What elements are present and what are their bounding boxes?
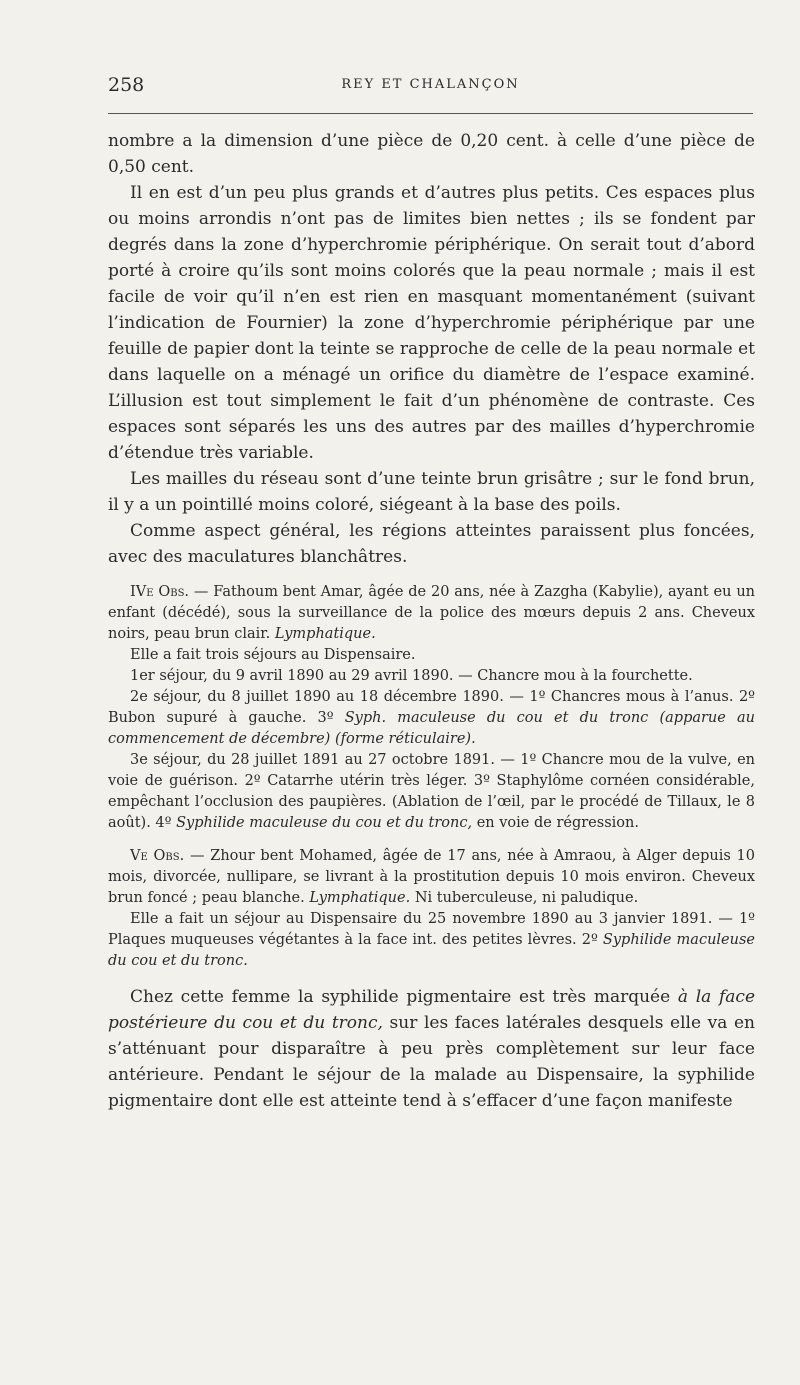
observation-4 [108,582,755,834]
page-header [108,74,753,100]
obs4-lymphatique: Lymphatique. [274,626,376,642]
obs5-intro-end: Ni tuberculeuse, ni paludique. [414,890,639,906]
obs5-label: Ve Obs. [130,848,185,864]
closing-c: sur les faces latérales desquels elle va en s’atténuant pour disparaître à peu près complètement sur leur face antérieure. Pendant le séjour de la malade au Dispensaire, la syphilide pigmentaire dont elle est atteinte tend à s’effacer d’une façon manifeste [108,1013,756,1111]
closing-italic: à la face postérieure du cou et du tronc, [108,987,756,1033]
obs5-lymphatique: Lymphatique. [309,890,411,906]
obs4-sejour-2 [108,687,755,750]
obs4-sejour-3 [108,750,755,834]
obs5-sejour [108,909,755,972]
obs4-sejours: Elle a fait trois séjours au Dispensaire. [130,647,416,663]
obs5-intro-text: — Zhour bent Mohamed, âgée de 17 ans, née à Amraou, à Alger depuis 10 mois, divorcée, nullipare, se livrant à la prostitution depuis 10 mois environ. Cheveux brun foncé ; peau blanche. [108,848,756,906]
obs4-sejour-1: 1er séjour, du 9 avril 1890 au 29 avril 1890. — Chancre mou à la fourchette. [130,668,693,684]
paragraph-espaces: Il en est d’un peu plus grands et d’autres plus petits. Ces espaces plus ou moins arrondis n’ont pas de limites bien nettes ; ils se fondent par degrés dans la zone d’hyperchromie périphérique. On serait tout d’abord porté à croire qu’ils sont moins colorés que la peau normale ; mais il est facile de voir qu’il n’en est rien en masquant momentanément (suivant l’indication de Fournier) la zone d’hyperchromie périphérique par une feuille de papier dont la teinte se rapproche de celle de la peau normale et dans laquelle on a ménagé un orifice du diamètre de l’espace examiné. L’illusion est tout simplement le fait d’un phénomène de contraste. Ces espaces sont séparés les uns des autres par des mailles d’hyperchromie d’étendue très variable. [108,183,755,463]
obs4-s3-text: 3e séjour, du 28 juillet 1891 au 27 octobre 1891. — 1º Chancre mou de la vulve, en voie de guérison. 2º Catarrhe utérin très léger. 3º Staphylôme cornéen considérable, empêchant l’occlusion des paupières. (Ablation de l’œil, par le procédé de Tillaux, le 8 août). 4º [108,752,755,831]
page-number: 258 [108,74,145,96]
obs5-intro [108,846,755,909]
closing-a: Chez cette femme la syphilide pigmentaire est très marquée [130,987,671,1007]
obs4-s2-forme: (forme réticulaire). [334,731,476,747]
obs4-intro-text: — Fathoum bent Amar, âgée de 20 ans, née à Zazgha (Kabylie), ayant eu un enfant (décédé), sous la surveillance de la police des mœurs depuis 2 ans. Cheveux noirs, peau brun clair. [108,584,755,642]
obs4-s2-text: 2e séjour, du 8 juillet 1890 au 18 décembre 1890. — 1º Chancres mous à l’anus. 2º Bubon supuré à gauche. 3º [108,689,755,726]
observation-5 [108,846,755,972]
obs4-s3-end: en voie de régression. [476,815,639,831]
obs5-sejour-italic: Syphilide maculeuse du cou et du tronc. [108,932,755,969]
obs4-s2-paren: (apparue au commencement de décembre) [108,710,755,747]
paragraph-continuation: nombre a la dimension d’une pièce de 0,20 cent. à celle d’une pièce de 0,50 cent. [108,131,755,177]
obs4-s2-italic: Syph. maculeuse du cou et du tronc [344,710,649,726]
running-title: REY ET CHALANÇON [341,77,520,92]
obs4-label: IVe Obs. [130,584,190,600]
obs4-s3-italic: Syphilide maculeuse du cou et du tronc, [176,815,473,831]
obs4-intro [108,582,755,645]
paragraph-closing [108,984,755,1114]
header-rule [108,113,753,114]
paragraph-aspect: Comme aspect général, les régions atteintes paraissent plus foncées, avec des maculatures blanchâtres. [108,521,755,567]
paragraph-mailles: Les mailles du réseau sont d’une teinte brun grisâtre ; sur le fond brun, il y a un pointillé moins coloré, siégeant à la base des poils. [108,469,755,515]
obs5-sejour-text: Elle a fait un séjour au Dispensaire du 25 novembre 1890 au 3 janvier 1891. — 1º Plaques muqueuses végétantes à la face int. des petites lèvres. 2º [108,911,755,948]
body-text [108,128,755,1114]
